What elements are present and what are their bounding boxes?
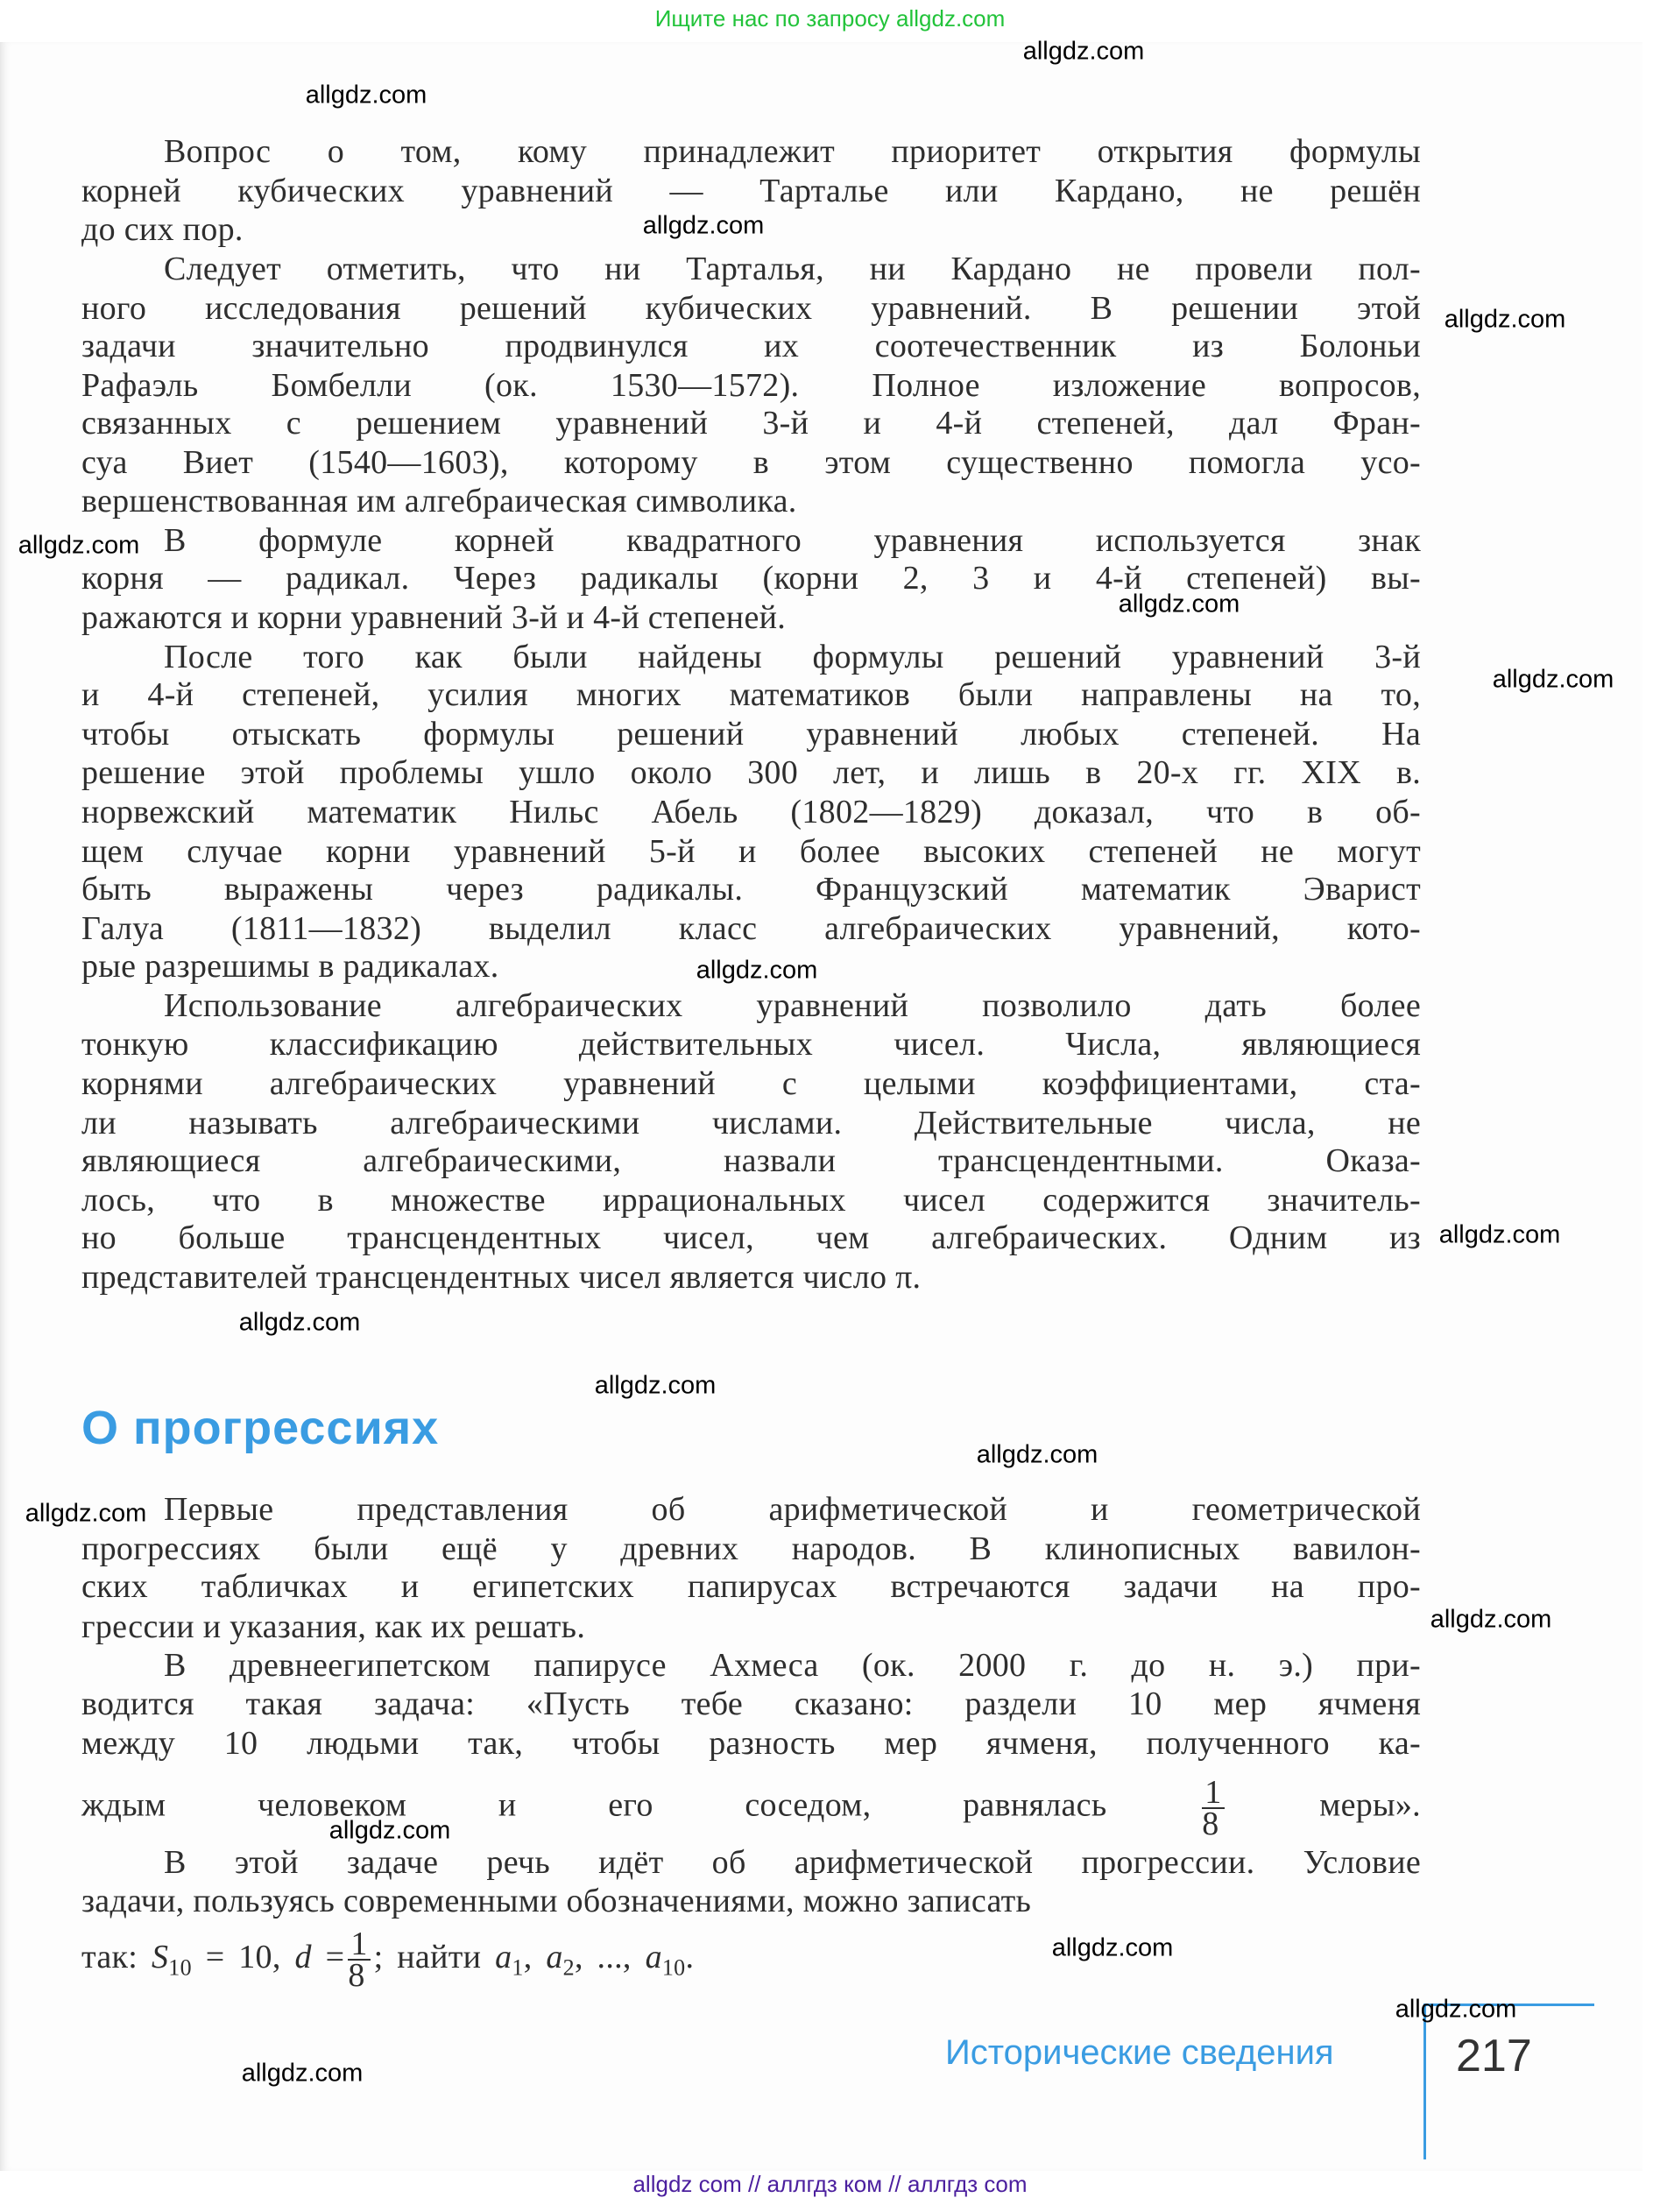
text-line: быть выражены через радикалы. Французский математик Эварист bbox=[81, 871, 1421, 908]
text-line: задачи значительно продвинулся их соотечественник из Болоньи bbox=[81, 328, 1421, 364]
formula-a-sub: 2 bbox=[562, 1954, 575, 1981]
text-line: задачи, пользуясь современными обозначениями, можно записать bbox=[81, 1883, 1032, 1919]
text-line: корня — радикал. Через радикалы (корни 2, 3 и 4-й степеней) вы- bbox=[81, 560, 1421, 597]
text-line: между 10 людьми так, чтобы разность мер ячменя, полученного ка- bbox=[81, 1725, 1421, 1762]
text-line: В формуле корней квадратного уравнения используется знак bbox=[164, 522, 1421, 559]
text-line: но больше трансцендентных чисел, чем алгебраических. Одним из bbox=[81, 1219, 1421, 1256]
section-heading: О прогрессиях bbox=[81, 1402, 440, 1454]
watermark-text: allgdz.com bbox=[1438, 1220, 1561, 1249]
watermark-text: allgdz.com bbox=[18, 531, 140, 560]
watermark-text: allgdz.com bbox=[305, 81, 427, 110]
watermark-text: allgdz.com bbox=[1444, 305, 1566, 334]
text-line: вершенствованная им алгебраическая символика. bbox=[81, 483, 797, 519]
text-line: связанных с решением уравнений 3-й и 4-й степеней, дал Фран- bbox=[81, 405, 1421, 442]
formula-a-sub: 1 bbox=[512, 1954, 524, 1981]
watermark-text: allgdz.com bbox=[1430, 1605, 1552, 1634]
top-banner[interactable]: Ищите нас по запросу allgdz.com bbox=[654, 5, 1006, 32]
text-line: и 4-й степеней, усилия многих математиков были направлены на то, bbox=[81, 676, 1421, 713]
formula-eq2: = bbox=[325, 1939, 345, 1975]
formula-dots: , ..., bbox=[574, 1939, 632, 1975]
text-line: корней кубических уравнений — Тарталье или Кардано, не решён bbox=[81, 173, 1421, 209]
fraction-denominator: 8 bbox=[1202, 1806, 1219, 1842]
text-line: В древнеегипетском папирусе Ахмеса (ок. 2000 г. до н. э.) при- bbox=[164, 1647, 1421, 1684]
text-line: Использование алгебраических уравнений позволило дать более bbox=[164, 987, 1421, 1024]
text-line: тонкую классификацию действительных чисел. Числа, являющиеся bbox=[81, 1026, 1421, 1063]
fraction-numerator: 1 bbox=[1202, 1777, 1224, 1809]
text-line: водится такая задача: «Пусть тебе сказано: раздели 10 мер ячменя bbox=[81, 1686, 1421, 1722]
footer-rule-vertical bbox=[1423, 2005, 1426, 2159]
watermark-text: allgdz.com bbox=[1118, 590, 1240, 618]
text-line: ного исследования решений кубических уравнений. В решении этой bbox=[81, 290, 1421, 327]
fraction-line-end: меры». bbox=[1319, 1786, 1421, 1824]
watermark-text: allgdz.com bbox=[1395, 1995, 1517, 2024]
page-number: 217 bbox=[1456, 2031, 1532, 2081]
watermark-text: allgdz.com bbox=[976, 1440, 1098, 1469]
fraction-line-text: ждым человеком и его соседом, равнялась bbox=[81, 1786, 1107, 1824]
formula-a: a bbox=[546, 1939, 563, 1975]
text-line: лось, что в множестве иррациональных чисел содержится значитель- bbox=[81, 1182, 1421, 1219]
fraction-numerator: 1 bbox=[348, 1929, 370, 1961]
watermark-text: allgdz.com bbox=[238, 1308, 361, 1337]
formula-d: d bbox=[294, 1939, 312, 1975]
formula-prefix: так: bbox=[81, 1939, 138, 1975]
formula-end: . bbox=[685, 1939, 695, 1975]
text-line: щем случае корни уравнений 5-й и более высоких степеней не могут bbox=[81, 833, 1421, 870]
watermark-text: allgdz.com bbox=[1022, 37, 1145, 66]
watermark-text: allgdz.com bbox=[696, 956, 818, 985]
watermark-text: allgdz.com bbox=[241, 2059, 364, 2088]
formula-find: ; найти bbox=[373, 1939, 482, 1975]
formula-eq1: = 10, bbox=[205, 1939, 281, 1975]
formula-line: так: $S_{10} = 10$, d = $\frac{1}{8}$ ; найти $a_1$, $a_2$, ..., $a_{10}$. bbox=[81, 1926, 695, 1995]
text-line: решение этой проблемы ушло около 300 лет, и лишь в 20-х гг. XIX в. bbox=[81, 754, 1421, 791]
text-line: представителей трансцендентных чисел является число π. bbox=[81, 1259, 922, 1296]
bottom-banner[interactable]: allgdz com // аллгдз ком // аллгдз com bbox=[632, 2171, 1028, 2197]
text-line: ражаются и корни уравнений 3-й и 4-й степеней. bbox=[81, 599, 787, 636]
text-line: ских табличках и египетских папирусах встречаются задачи на про- bbox=[81, 1568, 1421, 1605]
fraction-denominator: 8 bbox=[348, 1957, 365, 1995]
formula-a: a bbox=[495, 1939, 512, 1975]
formula-a: a bbox=[645, 1939, 662, 1975]
text-line: Галуа (1811—1832) выделил класс алгебраических уравнений, кото- bbox=[81, 910, 1421, 947]
text-line: ли называть алгебраическими числами. Действительные числа, не bbox=[81, 1105, 1421, 1141]
fraction-one-eighth bbox=[1202, 1774, 1224, 1842]
footer-section-title: Исторические сведения bbox=[945, 2033, 1334, 2072]
text-line: корнями алгебраических уравнений с целыми коэффициентами, ста- bbox=[81, 1065, 1421, 1102]
watermark-text: allgdz.com bbox=[1051, 1933, 1174, 1962]
text-line: до сих пор. bbox=[81, 211, 244, 248]
text-line: После того как были найдены формулы решений уравнений 3-й bbox=[164, 639, 1421, 675]
text-line: чтобы отыскать формулы решений уравнений любых степеней. На bbox=[81, 716, 1421, 753]
text-line: В этой задаче речь идёт об арифметической прогрессии. Условие bbox=[164, 1844, 1421, 1881]
text-line: являющиеся алгебраическими, назвали трансцендентными. Оказа- bbox=[81, 1142, 1421, 1179]
text-line: рые разрешимы в радикалах. bbox=[81, 948, 499, 985]
text-line: норвежский математик Нильс Абель (1802—1829) доказал, что в об- bbox=[81, 794, 1421, 830]
watermark-text: allgdz.com bbox=[25, 1499, 147, 1528]
text-line: Следует отметить, что ни Тарталья, ни Кардано не провели пол- bbox=[164, 251, 1421, 287]
watermark-text: allgdz.com bbox=[1492, 665, 1614, 694]
formula-S: S bbox=[151, 1939, 169, 1975]
text-line: Первые представления об арифметической и геометрической bbox=[164, 1491, 1421, 1528]
text-line: прогрессиях были ещё у древних народов. В клинописных вавилон- bbox=[81, 1530, 1421, 1567]
formula-fraction bbox=[348, 1926, 370, 1995]
text-line: Рафаэль Бомбелли (ок. 1530—1572). Полное изложение вопросов, bbox=[81, 367, 1421, 404]
watermark-text: allgdz.com bbox=[328, 1816, 451, 1845]
formula-S-sub: 10 bbox=[168, 1954, 192, 1981]
formula-a-sub: 10 bbox=[661, 1954, 686, 1981]
watermark-text: allgdz.com bbox=[642, 211, 765, 240]
text-line: Вопрос о том, кому принадлежит приоритет открытия формулы bbox=[164, 133, 1421, 170]
text-line: грессии и указания, как их решать. bbox=[81, 1608, 586, 1645]
text-line: суа Виет (1540—1603), которому в этом существенно помогла усо- bbox=[81, 444, 1421, 481]
watermark-text: allgdz.com bbox=[594, 1371, 717, 1400]
